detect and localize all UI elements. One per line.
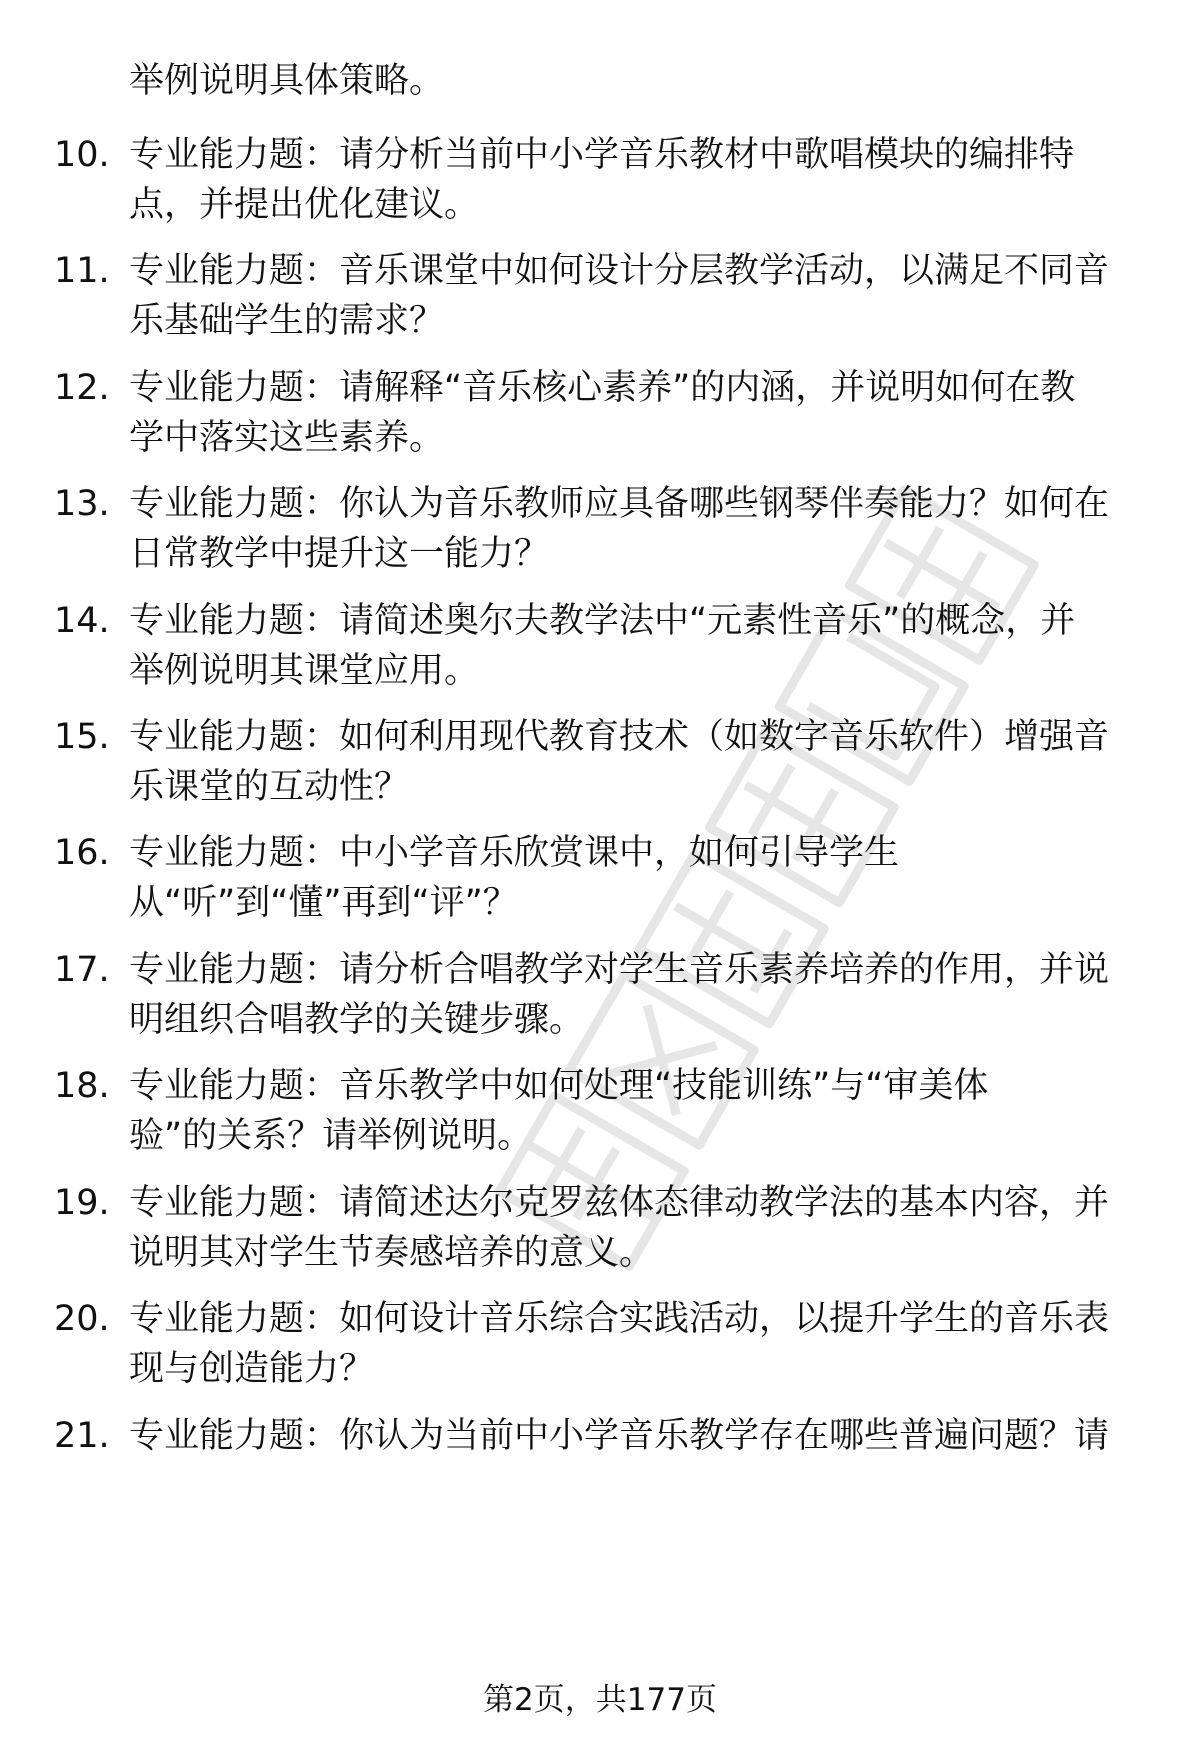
- item-line: 说明其对学生节奏感培养的意义。: [129, 1233, 655, 1273]
- item-text: [129, 712, 1139, 812]
- item-line: 验”的关系？请举例说明。: [129, 1116, 533, 1156]
- item-number: 16.: [54, 833, 110, 873]
- item-number: 13.: [54, 484, 110, 524]
- item-number: 19.: [54, 1183, 110, 1223]
- item-line: 明组织合唱教学的关键步骤。: [129, 1000, 585, 1040]
- item-line: 专业能力题：中小学音乐欣赏课中，如何引导学生: [129, 833, 900, 873]
- item-number: 15.: [54, 717, 110, 757]
- item-number: 18.: [54, 1066, 110, 1106]
- item-line: 专业能力题：请解释“音乐核心素养”的内涵，并说明如何在教: [129, 368, 1076, 408]
- page-footer: 第2页，共177页: [483, 1682, 717, 1718]
- item-line: 乐基础学生的需求？: [129, 301, 445, 341]
- item-number: 12.: [54, 368, 110, 408]
- item-number: 20.: [54, 1299, 110, 1339]
- item-line: 举例说明其课堂应用。: [129, 651, 480, 691]
- item-text: [129, 1061, 1139, 1161]
- item-line: 专业能力题：音乐教学中如何处理“技能训练”与“审美体: [129, 1066, 989, 1106]
- item-line: 乐课堂的互动性？: [129, 767, 410, 807]
- item-text: [129, 596, 1139, 696]
- item-line: 专业能力题：请简述达尔克罗兹体态律动教学法的基本内容，并: [129, 1183, 1110, 1223]
- item-number: 10.: [54, 135, 110, 175]
- item-number: 17.: [54, 950, 110, 990]
- item-text: [129, 945, 1139, 1045]
- item-line: 专业能力题：你认为音乐教师应具备哪些钢琴伴奏能力？如何在: [129, 484, 1110, 524]
- item-line: 专业能力题：你认为当前中小学音乐教学存在哪些普遍问题？请: [129, 1416, 1110, 1456]
- item-line: 学中落实这些素养。: [129, 418, 445, 458]
- item-number: 14.: [54, 601, 110, 641]
- item-line: 专业能力题：如何利用现代教育技术（如数字音乐软件）增强音: [129, 717, 1110, 757]
- item-line: 专业能力题：请分析合唱教学对学生音乐素养培养的作用，并说: [129, 950, 1110, 990]
- item-text: [129, 246, 1139, 346]
- item-text: [129, 1178, 1139, 1278]
- item-text: [129, 1294, 1139, 1394]
- item-line: 现与创造能力？: [129, 1349, 375, 1389]
- item-text: [129, 363, 1139, 463]
- item-line: 专业能力题：请分析当前中小学音乐教材中歌唱模块的编排特: [129, 135, 1075, 175]
- continuation-line: 举例说明具体策略。: [129, 61, 445, 101]
- item-line: 从“听”到“懂”再到“评”？: [129, 883, 518, 923]
- item-number: 11.: [54, 251, 110, 291]
- item-line: 日常教学中提升这一能力？: [129, 534, 550, 574]
- item-number: 21.: [54, 1416, 110, 1456]
- item-line: 点，并提出优化建议。: [129, 185, 480, 225]
- item-line: 专业能力题：请简述奥尔夫教学法中“元素性音乐”的概念，并: [129, 601, 1076, 641]
- item-text: [129, 479, 1139, 579]
- item-text: [129, 828, 1139, 928]
- item-line: 专业能力题：音乐课堂中如何设计分层教学活动，以满足不同音: [129, 251, 1110, 291]
- item-text: [129, 1411, 1139, 1461]
- item-text: [129, 130, 1139, 230]
- item-line: 专业能力题：如何设计音乐综合实践活动，以提升学生的音乐表: [129, 1299, 1110, 1339]
